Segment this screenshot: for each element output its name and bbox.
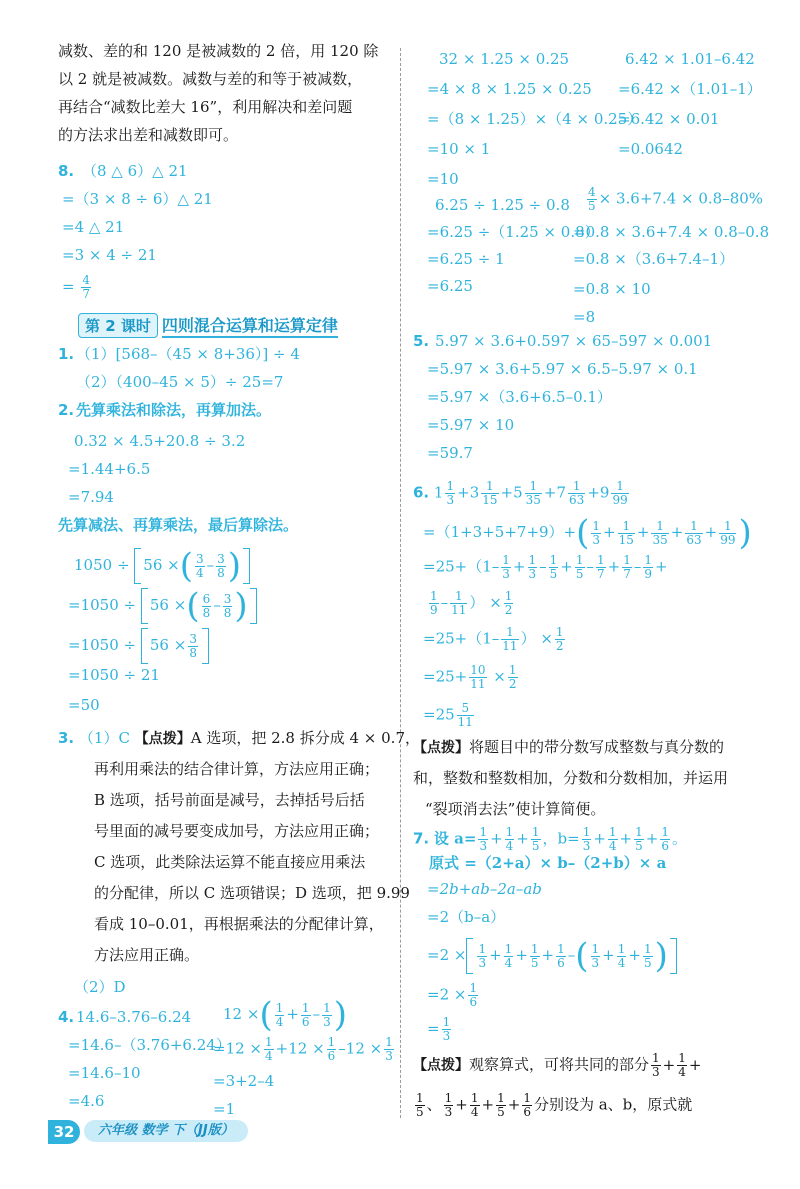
q5-line: =5.97 × 10 (427, 416, 515, 434)
calc-line: =6.25 (427, 277, 473, 295)
q2-bracket-line-2: =1050 ÷ 56 ×( $\frac{6}{8}$ – $\frac{3}{8}$ ) (68, 588, 257, 624)
intro-line-1: 减数、差的和 120 是被减数的 2 倍，用 120 除 (58, 42, 379, 60)
q4-line: =14.6–（3.76+6.24） (68, 1036, 231, 1054)
q3-first-line (58, 727, 420, 750)
q2-line: =50 (68, 696, 100, 714)
lesson-heading (78, 313, 338, 337)
q8-line: =3 × 4 ÷ 21 (62, 246, 157, 264)
page-footer (48, 1120, 328, 1146)
q2-bracket-line-3: =1050 ÷ 56 × $\frac{3}{8}$ (68, 628, 209, 664)
q6-tip-line-1 (413, 736, 724, 759)
book-title: 六年级 数学 下（JJ版） (84, 1120, 248, 1142)
q3-answer-2: （2）D (74, 978, 126, 996)
calc-line: =6.25 ÷ 1 (427, 250, 505, 268)
q6-line-5: =25+（1– $\frac{1}{11}$ ） × $\frac{1}{2}$ (423, 625, 564, 653)
q6-tip: 和，整数和整数相加，分数和分数相加，并运用 (413, 769, 729, 787)
q8-line: =4 △ 21 (62, 218, 125, 236)
q8-line: （8 △ 6）△ 21 (82, 162, 188, 180)
lesson-topic: 四则混合运算和运算定律 (162, 313, 338, 338)
q7-tip-line-2: $\frac{1}{5}$ 、 $\frac{1}{3}$ + $\frac{1}{4}$ + $\frac{1}{5}$ + $\frac{1}{6}$ 分别设为 a、b，原式就 (416, 1091, 693, 1119)
q2-line: =1050 ÷ 21 (68, 666, 160, 684)
q7-line-6: = $\frac{1}{3}$ (427, 1015, 451, 1043)
q7-line: 原式 =（2+a）× b–（2+b）× a (429, 854, 667, 872)
column-divider (400, 48, 401, 1118)
calc-line-fraction: $\frac{4}{5}$ × 3.6+7.4 × 0.8–80% (588, 185, 764, 213)
calc-line: =10 × 1 (427, 140, 491, 158)
q5-number: 5. (413, 332, 430, 350)
q6-line-4: $\frac{1}{9}$ – $\frac{1}{11}$ ） × $\frac{1}{2}$ (430, 589, 513, 617)
q7-line-4: =2 × $\frac{1}{3}$ + $\frac{1}{4}$ + $\frac{1}{5}$ + $\frac{1}{6}$ –( $\frac{1}{3}$ + $\frac{1}{4}$ + $\frac{1}{5}$ ) (427, 938, 677, 974)
q6-line-2: =（1+3+5+7+9）+( $\frac{1}{3}$ + $\frac{1}{15}$ + $\frac{1}{35}$ + $\frac{1}{63}$ + $\frac{1}{99}$ ) (423, 513, 752, 553)
q6-tip: 将题目中的带分数写成整数与真分数的 (469, 738, 725, 756)
q7-line-1: 7. 设 a= $\frac{1}{3}$ + $\frac{1}{4}$ + $\frac{1}{5}$ ，b= $\frac{1}{3}$ + $\frac{1}{4}$ + $\frac{1}{5}$ + $\frac{1}{6}$ 。 (413, 825, 687, 853)
q4-number: 4. (58, 1008, 75, 1026)
calc-line: 6.42 × 1.01–6.42 (625, 50, 755, 68)
q3-explanation: 号里面的减号要变成加号，方法应用正确； (94, 822, 380, 840)
q7-tip: 观察算式，可将共同的部分 (469, 1055, 650, 1074)
intro-line-3: 再结合“减数比差大 16”，利用解决和差问题 (58, 98, 353, 116)
q4-line: 14.6–3.76–6.24 (76, 1008, 192, 1026)
q8-number: 8. (58, 162, 75, 180)
calc-line: =0.0642 (618, 140, 684, 158)
q2-number: 2. (58, 401, 75, 419)
q4-line: =4.6 (68, 1092, 105, 1110)
q6-tip: “裂项消去法”使计算简便。 (425, 800, 606, 818)
q4-line: =1 (213, 1100, 236, 1118)
q5-line: =5.97 ×（3.6+6.5–0.1） (427, 388, 612, 406)
q2-title: 先算乘法和除法，再算加法。 (76, 401, 272, 419)
intro-line-4: 的方法求出差和减数即可。 (58, 126, 239, 144)
calc-line: =0.8 × 3.6+7.4 × 0.8–0.8 (573, 223, 770, 241)
tip-label: 【点拨】 (413, 1057, 469, 1074)
q4-line: =3+2–4 (213, 1072, 275, 1090)
q3-number: 3. (58, 729, 75, 747)
q3-explanation: 再利用乘法的结合律计算，方法应用正确； (94, 760, 380, 778)
q7-number: 7. (413, 829, 430, 848)
q5-line: 5.97 × 3.6+0.597 × 65–597 × 0.001 (435, 332, 713, 350)
calc-line: =6.25 ÷（1.25 × 0.8） (427, 223, 600, 241)
q4-b-line-2: =12 × $\frac{1}{4}$ +12 × $\frac{1}{6}$ –12 × $\frac{1}{3}$ (213, 1035, 393, 1063)
calc-line: =0.8 ×（3.6+7.4–1） (573, 250, 735, 268)
lesson-label: 第 2 课时 (78, 313, 158, 338)
q5-line: =59.7 (427, 444, 473, 462)
q3-explanation: B 选项，括号前面是减号，去掉括号后括 (94, 791, 365, 809)
q2-bracket-line-1: 1050 ÷ 56 ×( $\frac{3}{4}$ – $\frac{3}{8}$ ) (74, 548, 250, 584)
intro-line-2: 以 2 就是被减数。减数与差的和等于被减数， (58, 70, 363, 88)
calc-line: 32 × 1.25 × 0.25 (439, 50, 570, 68)
q2-line: =1.44+6.5 (68, 460, 151, 478)
calc-line: =10 (427, 170, 459, 188)
q4-b-line-1: 12 ×( $\frac{1}{4}$ + $\frac{1}{6}$ – $\frac{1}{3}$ ) (223, 995, 347, 1035)
q2-line: 0.32 × 4.5+20.8 ÷ 3.2 (74, 432, 246, 450)
calc-line: =0.8 × 10 (573, 280, 651, 298)
q1-number: 1. (58, 345, 75, 363)
q3-explanation: C 选项，此类除法运算不能直接应用乘法 (94, 853, 366, 871)
page-number: 32 (48, 1120, 80, 1144)
calc-line: =6.42 × 0.01 (618, 110, 720, 128)
q6-line-3: =25+（1– $\frac{1}{3}$ + $\frac{1}{3}$ – $\frac{1}{5}$ + $\frac{1}{5}$ – $\frac{1}{7}$ + $\frac{1}{7}$ – $\frac{1}{9}$ + (423, 553, 668, 581)
q6-line-7: =25 $\frac{5}{11}$ (423, 701, 473, 729)
q1-part-1: （1）[568–（45 × 8+36）] ÷ 4 (76, 345, 300, 363)
calc-line: =（8 × 1.25）×（4 × 0.25） (427, 110, 643, 128)
q3-explanation: 看成 10–0.01，再根据乘法的分配律计算， (94, 915, 384, 933)
q6-number: 6. (413, 483, 430, 502)
q3-answer-1: （1）C (78, 729, 130, 747)
q7-line: =2（b–a） (427, 908, 506, 926)
calc-line: =6.42 ×（1.01–1） (618, 80, 762, 98)
q7-tip-line-1: 【点拨】观察算式，可将共同的部分 $\frac{1}{3}$ + $\frac{1}{4}$ + (413, 1051, 702, 1079)
q7-line-5: =2 × $\frac{1}{6}$ (427, 981, 478, 1009)
calc-line: 6.25 ÷ 1.25 ÷ 0.8 (435, 196, 570, 214)
tip-label: 【点拨】 (134, 731, 191, 747)
q7-line: =2b+ab–2a–ab (427, 880, 542, 898)
q4-line: =14.6–10 (68, 1064, 141, 1082)
q6-line-6: =25+ $\frac{10}{11}$ × $\frac{1}{2}$ (423, 663, 517, 691)
q3-explanation: 方法应用正确。 (94, 946, 200, 964)
q2-title-2: 先算减法、再算乘法，最后算除法。 (58, 516, 299, 534)
q6-line-1: 6. 1 $\frac{1}{3}$ +3 $\frac{1}{15}$ +5 $\frac{1}{35}$ +7 $\frac{1}{63}$ +9 $\frac{1}{99}$ (413, 479, 628, 507)
q5-line: =5.97 × 3.6+5.97 × 6.5–5.97 × 0.1 (427, 360, 698, 378)
q8-answer: = $\frac{4}{7}$ (62, 273, 90, 301)
tip-label: 【点拨】 (413, 740, 469, 756)
calc-line: =8 (573, 308, 596, 326)
q2-line: =7.94 (68, 488, 114, 506)
calc-line: =4 × 8 × 1.25 × 0.25 (427, 80, 592, 98)
q3-explanation: 的分配律，所以 C 选项错误；D 选项，把 9.99 (94, 884, 410, 902)
q1-part-2: （2）（400–45 × 5）÷ 25=7 (76, 373, 284, 391)
q8-line: =（3 × 8 ÷ 6）△ 21 (62, 190, 213, 208)
q3-explanation: A 选项，把 2.8 拆分成 4 × 0.7， (190, 729, 420, 747)
